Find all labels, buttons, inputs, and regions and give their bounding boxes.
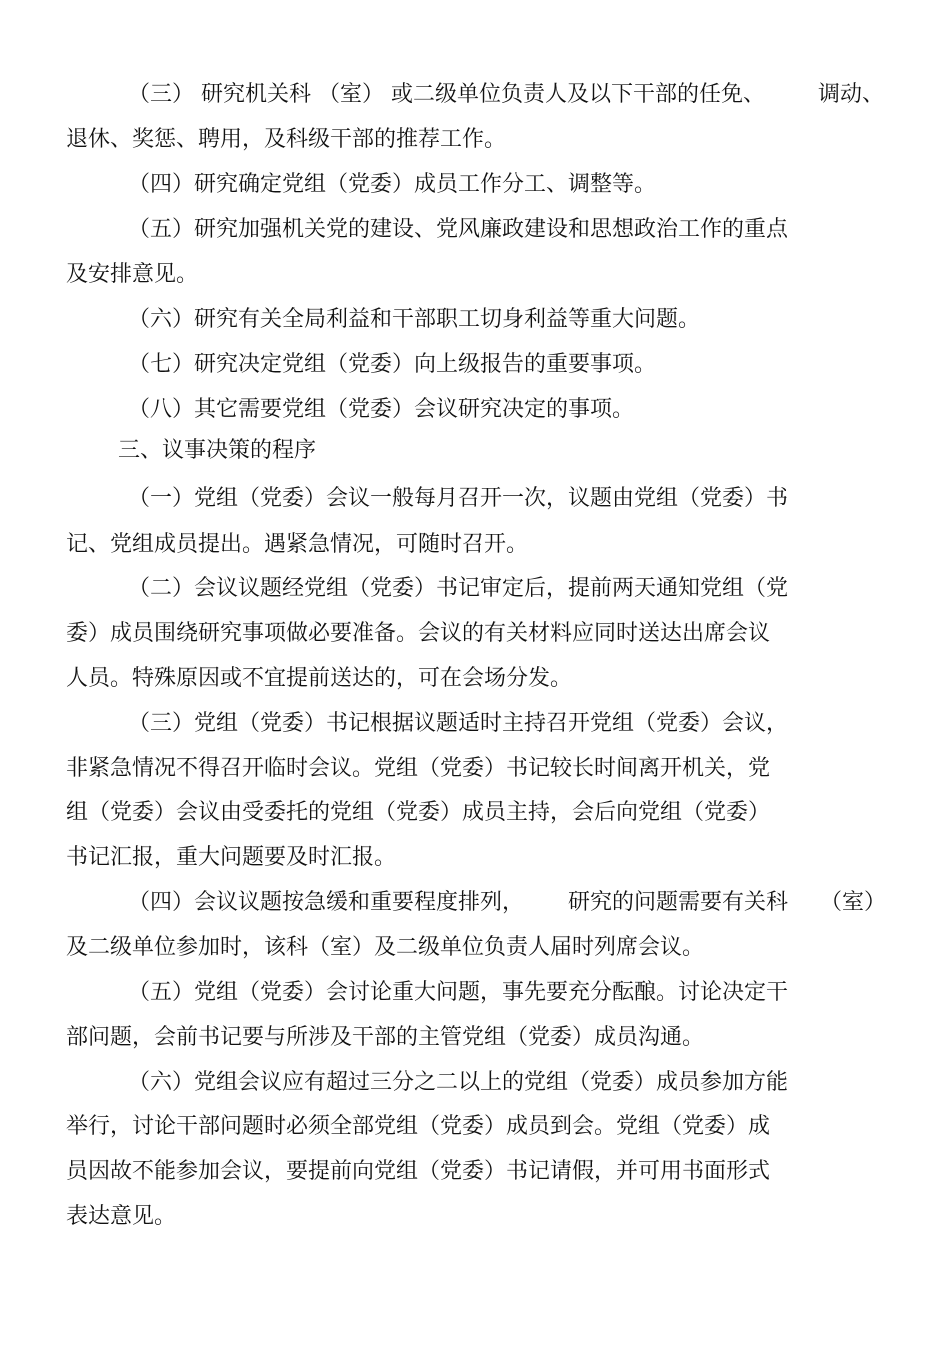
paragraph-8-line-2: 委）成员围绕研究事项做必要准备。会议的有关材料应同时送达出席会议	[66, 621, 771, 646]
paragraph-10-line-1c: （室）	[820, 890, 887, 915]
paragraph-1-line-1a: （三） 研究机关科 （室） 或二级单位负责人及以下干部的任免、	[128, 82, 765, 107]
paragraph-8-line-3: 人员。特殊原因或不宜提前送达的，可在会场分发。	[66, 666, 573, 691]
paragraph-11-line-2: 部问题，会前书记要与所涉及干部的主管党组（党委）成员沟通。	[66, 1025, 705, 1050]
paragraph-12-line-1: （六）党组会议应有超过三分之二以上的党组（党委）成员参加方能	[128, 1070, 789, 1095]
paragraph-8-line-1: （二）会议议题经党组（党委）书记审定后，提前两天通知党组（党	[128, 576, 789, 601]
paragraph-10-line-2: 及二级单位参加时，该科（室）及二级单位负责人届时列席会议。	[66, 935, 705, 960]
paragraph-2-line-1: （四）研究确定党组（党委）成员工作分工、调整等。	[128, 172, 657, 197]
paragraph-7-line-1: （一）党组（党委）会议一般每月召开一次，议题由党组（党委）书	[128, 486, 789, 511]
paragraph-3-line-2: 及安排意见。	[66, 262, 199, 287]
paragraph-1-line-2: 退休、奖惩、聘用，及科级干部的推荐工作。	[66, 127, 507, 152]
paragraph-10-line-1a: （四）会议议题按急缓和重要程度排列，	[128, 890, 525, 915]
paragraph-9-line-3: 组（党委）会议由受委托的党组（党委）成员主持，会后向党组（党委）	[66, 800, 771, 825]
paragraph-12-line-2: 举行，讨论干部问题时必须全部党组（党委）成员到会。党组（党委）成	[66, 1114, 771, 1139]
paragraph-12-line-4: 表达意见。	[66, 1204, 177, 1229]
paragraph-7-line-2: 记、党组成员提出。遇紧急情况，可随时召开。	[66, 532, 529, 557]
section-heading-3: 三、议事决策的程序	[118, 438, 317, 463]
paragraph-10-line-1b: 研究的问题需要有关科	[568, 890, 789, 915]
paragraph-4-line-1: （六）研究有关全局利益和干部职工切身利益等重大问题。	[128, 307, 701, 332]
paragraph-9-line-4: 书记汇报，重大问题要及时汇报。	[66, 845, 397, 870]
paragraph-1-line-1b: 调动、	[818, 82, 885, 107]
paragraph-3-line-1: （五）研究加强机关党的建设、党风廉政建设和思想政治工作的重点	[128, 217, 789, 242]
paragraph-9-line-2: 非紧急情况不得召开临时会议。党组（党委）书记较长时间离开机关，党	[66, 756, 771, 781]
paragraph-12-line-3: 员因故不能参加会议，要提前向党组（党委）书记请假，并可用书面形式	[66, 1159, 771, 1184]
paragraph-9-line-1: （三）党组（党委）书记根据议题适时主持召开党组（党委）会议，	[128, 711, 789, 736]
paragraph-5-line-1: （七）研究决定党组（党委）向上级报告的重要事项。	[128, 352, 657, 377]
paragraph-6-line-1: （八）其它需要党组（党委）会议研究决定的事项。	[128, 397, 635, 422]
paragraph-11-line-1: （五）党组（党委）会讨论重大问题，事先要充分酝酿。讨论决定干	[128, 980, 789, 1005]
